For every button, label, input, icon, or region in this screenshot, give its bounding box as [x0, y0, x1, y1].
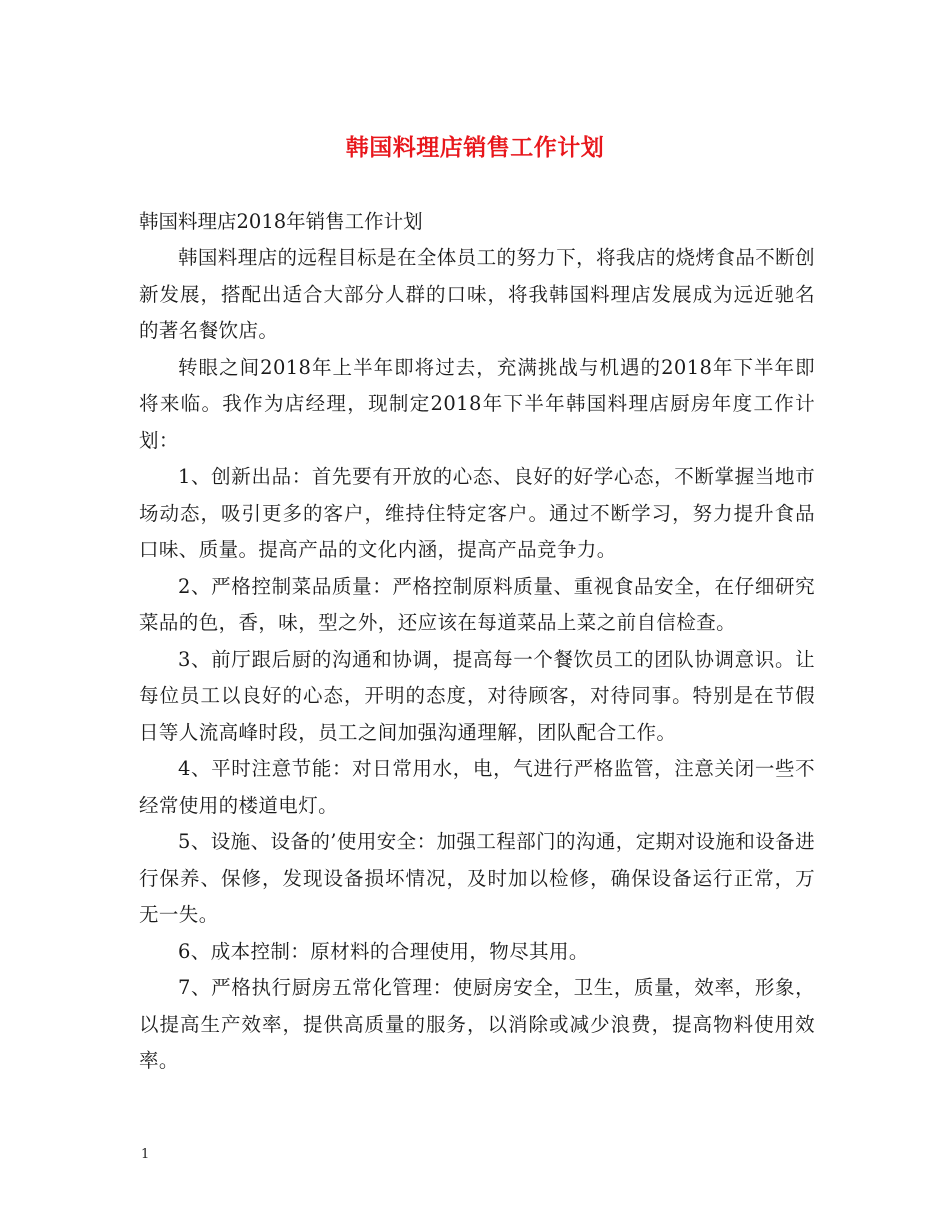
paragraph-item-4: 4、平时注意节能：对日常用水，电，气进行严格监管，注意关闭一些不经常使用的楼道电灯。 [139, 757, 815, 817]
paragraph-item-5: 5、设施、设备的’使用安全：加强工程部门的沟通，定期对设施和设备进行保养、保修，发现设备损坏情况，及时加以检修，确保设备运行正常，万无一失。 [139, 830, 815, 926]
document-body [139, 204, 815, 1080]
paragraph-item-2: 2、严格控制菜品质量：严格控制原料质量、重视食品安全，在仔细研究菜品的色，香，味，型之外，还应该在每道菜品上菜之前自信检查。 [139, 574, 815, 634]
document-title: 韩国料理店销售工作计划 [345, 134, 605, 161]
document-subtitle: 韩国料理店2018年销售工作计划 [139, 210, 423, 233]
paragraph-item-1: 1、创新出品：首先要有开放的心态、良好的好学心态，不断掌握当地市场动态，吸引更多的客户，维持住特定客户。通过不断学习，努力提升食品口味、质量。提高产品的文化内涵，提高产品竞争力。 [139, 465, 815, 561]
paragraph-item-6: 6、成本控制：原材料的合理使用，物尽其用。 [178, 939, 589, 963]
paragraph-context: 转眼之间2018年上半年即将过去，充满挑战与机遇的2018年下半年即将来临。我作为店经理，现制定2018年下半年韩国料理店厨房年度工作计划： [139, 355, 815, 452]
paragraph-intro: 韩国料理店的远程目标是在全体员工的努力下，将我店的烧烤食品不断创新发展，搭配出适合大部分人群的口味，将我韩国料理店发展成为远近驰名的著名餐饮店。 [139, 246, 815, 342]
page-number: 1 [141, 1147, 150, 1162]
paragraph-item-7: 7、严格执行厨房五常化管理：使厨房安全，卫生，质量，效率，形象，以提高生产效率，提供高质量的服务，以消除或减少浪费，提高物料使用效率。 [139, 976, 815, 1072]
paragraph-item-3: 3、前厅跟后厨的沟通和协调，提高每一个餐饮员工的团队协调意识。让每位员工以良好的心态，开明的态度，对待顾客，对待同事。特别是在节假日等人流高峰时段，员工之间加强沟通理解，团队配合工作。 [139, 647, 815, 744]
